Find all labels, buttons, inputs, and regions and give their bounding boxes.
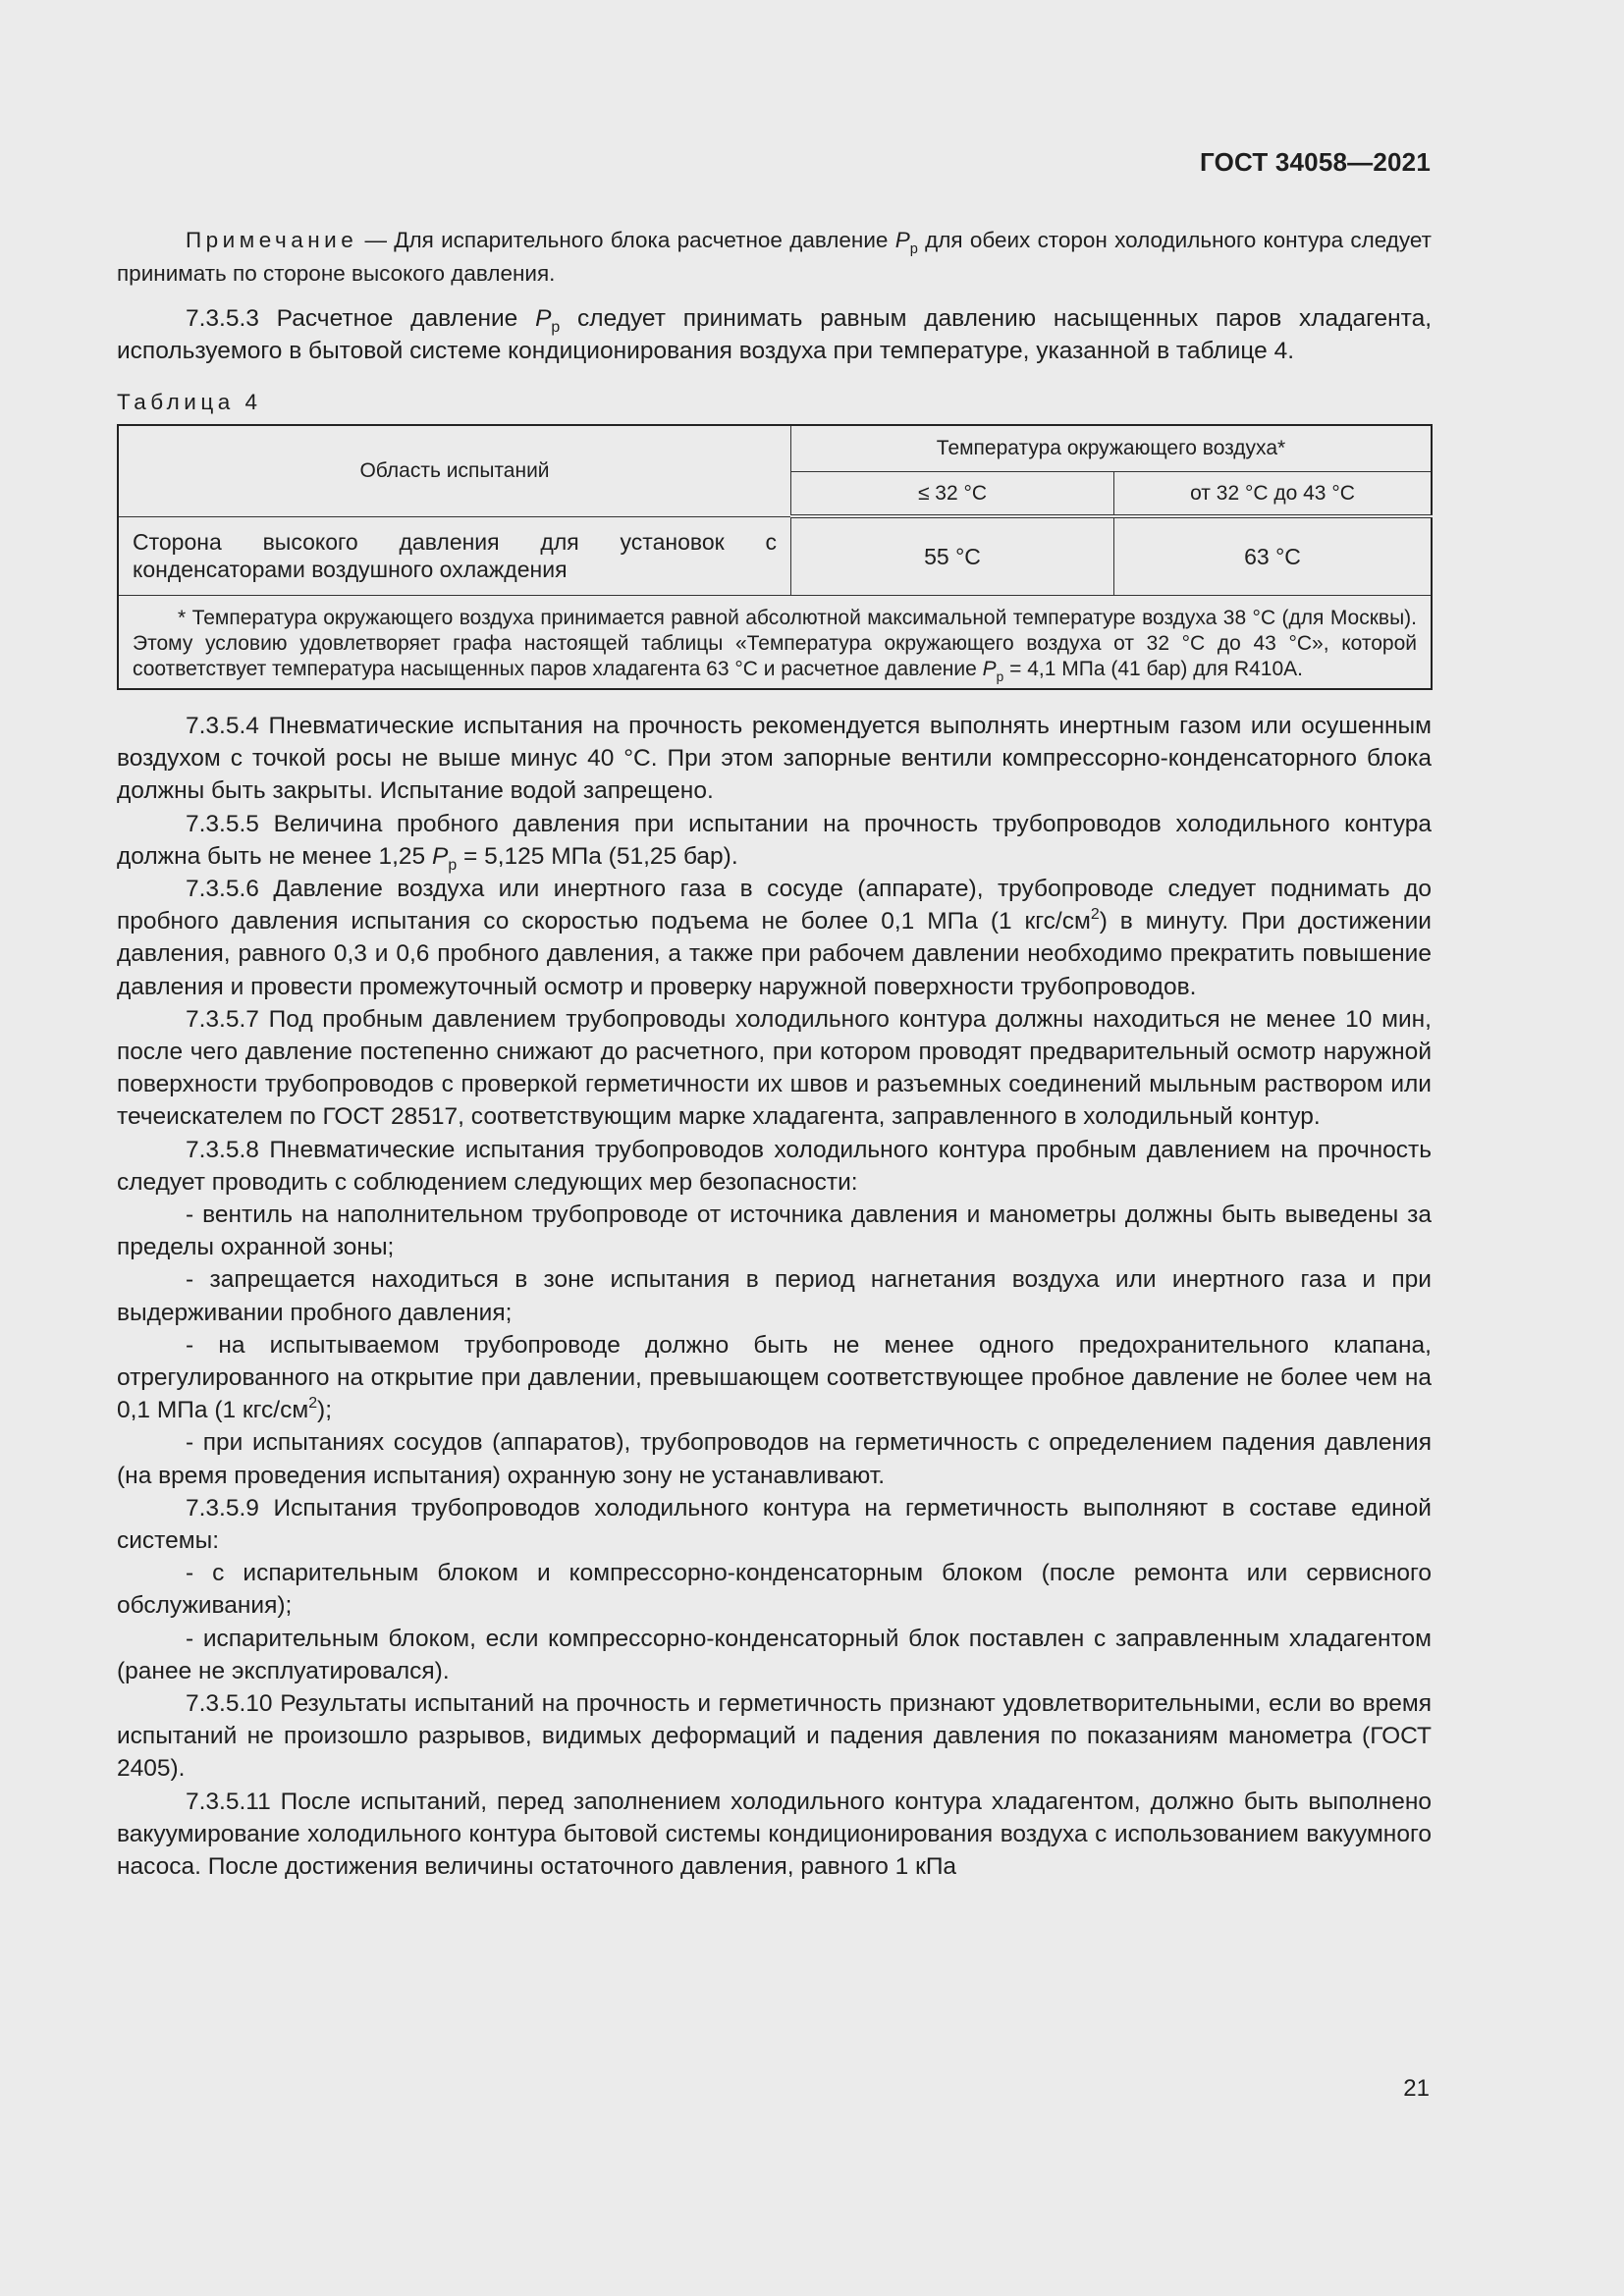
pressure-symbol: P [431, 842, 449, 870]
superscript: 2 [1090, 906, 1100, 924]
table-header-temp: Температура окружающего воздуха* [791, 425, 1433, 471]
table-cell-63: 63 °С [1114, 516, 1433, 595]
table-subheader-32-43: от 32 °С до 43 °С [1114, 471, 1433, 516]
footnote-text-end: = 4,1 МПа (41 бар) для R410A. [1003, 657, 1304, 680]
list-item: - запрещается находиться в зоне испытания в период нагнетания воздуха или инертного газа и при выдерживании пробного давления; [117, 1266, 1432, 1326]
table-footnote [118, 595, 1432, 689]
paragraph-7-3-5-11: 7.3.5.11 После испытаний, перед заполнением холодильного контура хладагентом, должно быть выполнено вакуумирование холодильного контура бытовой системы кондиционирования воздуха с использованием вакуумного насоса. После достижения величины остаточного давления, равного 1 кПа [117, 1788, 1432, 1881]
note-text-end: для обеих сторон холодильного контура следует принимать по стороне высокого давления. [117, 228, 1432, 286]
paragraph-7-3-5-4: 7.3.5.4 Пневматические испытания на прочность рекомендуется выполнять инертным газом или осушенным воздухом с точкой росы не выше минус 40 °С. При этом запорные вентили компрессорно-конденсаторного блока должны быть закрыты. Испытание водой запрещено. [117, 712, 1432, 805]
para-text-end: = 5,125 МПа (51,25 бар). [457, 842, 738, 870]
paragraph-7-3-5-9: 7.3.5.9 Испытания трубопроводов холодильного контура на герметичность выполняют в составе единой системы: [117, 1494, 1432, 1554]
list-item: - при испытаниях сосудов (аппаратов), трубопроводов на герметичность с определением падения давления (на время проведения испытания) охранную зону не устанавливают. [117, 1429, 1432, 1489]
pressure-subscript: р [448, 856, 458, 874]
list-item: - вентиль на наполнительном трубопроводе от источника давления и манометры должны быть выведены за пределы охранной зоны; [117, 1201, 1432, 1261]
paragraph-7-3-5-8: 7.3.5.8 Пневматические испытания трубопроводов холодильного контура пробным давлением на прочность следует проводить с соблюдением следующих мер безопасности: [117, 1136, 1432, 1196]
para-text-end: ) в минуту. При достижении давления, равного 0,3 и 0,6 пробного давления, а также при рабочем давлении необходимо прекратить повышение давления и провести промежуточный осмотр и проверку наружной поверхности трубопроводов. [117, 908, 1432, 1000]
pressure-subscript: р [996, 668, 1004, 684]
table-title: Таблица 4 [117, 390, 262, 415]
footnote-text: * Температура окружающего воздуха принимается равной абсолютной максимальной температуре воздуха 38 °С (для Москвы). Этому условию удовлетворяет графа настоящей таблицы «Температура окружающего воздуха от 32 °С до 43 °С», которой соответствует температура насыщенных паров хладагента 63 °С и расчетное давление [133, 606, 1417, 680]
paragraph-7-3-5-10: 7.3.5.10 Результаты испытаний на прочность и герметичность признают удовлетворительными, если во время испытаний не произошло разрывов, видимых деформаций и падения давления по показаниям манометра (ГОСТ 2405). [117, 1690, 1432, 1783]
note-label: Примечание [186, 228, 358, 252]
list-item: - испарительным блоком, если компрессорно-конденсаторный блок поставлен с заправленным хладагентом (ранее не эксплуатировался). [117, 1625, 1432, 1684]
pressure-symbol: P [894, 228, 910, 252]
superscript: 2 [308, 1395, 318, 1413]
table-cell-55: 55 °С [791, 516, 1114, 595]
page-number: 21 [1403, 2075, 1430, 2102]
table-subheader-le32: ≤ 32 °С [791, 471, 1114, 516]
pressure-symbol: P [535, 305, 552, 332]
list-text-end: ); [317, 1397, 333, 1424]
list-item [117, 1329, 1432, 1427]
pressure-subscript: р [909, 241, 918, 257]
list-text: - на испытываемом трубопроводе должно быть не менее одного предохранительного клапана, отрегулированного на открытие при давлении, превышающем соответствующее пробное давление не более чем на 0,1 МПа (1 кгс/см [117, 1331, 1432, 1424]
paragraph-7-3-5-3 [117, 302, 1432, 367]
table-4 [117, 424, 1433, 690]
paragraph-7-3-5-7: 7.3.5.7 Под пробным давлением трубопроводы холодильного контура должны находиться не менее 10 мин, после чего давление постепенно снижают до расчетного, при котором проводят предварительный осмотр наружной поверхности трубопроводов с проверкой герметичности их швов и разъемных соединений мыльным раствором или течеискателем по ГОСТ 28517, соответствующим марке хладагента, заправленного в холодильный контур. [117, 1005, 1432, 1131]
page-content [117, 224, 1432, 1883]
pressure-symbol: P [982, 657, 997, 680]
paragraph-7-3-5-6 [117, 873, 1432, 1003]
note-paragraph [117, 224, 1432, 291]
list-item: - с испарительным блоком и компрессорно-конденсаторным блоком (после ремонта или сервисного обслуживания); [117, 1560, 1432, 1620]
para-text-end: следует принимать равным давлению насыщенных паров хладагента, используемого в бытовой системе кондиционирования воздуха при температуре, указанной в таблице 4. [117, 305, 1432, 365]
pressure-subscript: р [551, 319, 561, 336]
para-text: 7.3.5.3 Расчетное давление [186, 305, 536, 332]
para-text: 7.3.5.6 Давление воздуха или инертного газа в сосуде (аппарате), трубопроводе следует поднимать до пробного давления испытания со скоростью подъема не более 0,1 МПа (1 кгс/см [117, 875, 1432, 935]
document-header: ГОСТ 34058—2021 [1200, 147, 1431, 177]
table-row-label: Сторона высокого давления для установок с конденсаторами воздушного охлаждения [118, 516, 791, 595]
paragraph-7-3-5-5 [117, 808, 1432, 873]
para-text: 7.3.5.5 Величина пробного давления при испытании на прочность трубопроводов холодильного контура должна быть не менее 1,25 [117, 810, 1432, 870]
note-text: — Для испарительного блока расчетное давление [357, 228, 895, 252]
table-header-area: Область испытаний [118, 425, 791, 516]
